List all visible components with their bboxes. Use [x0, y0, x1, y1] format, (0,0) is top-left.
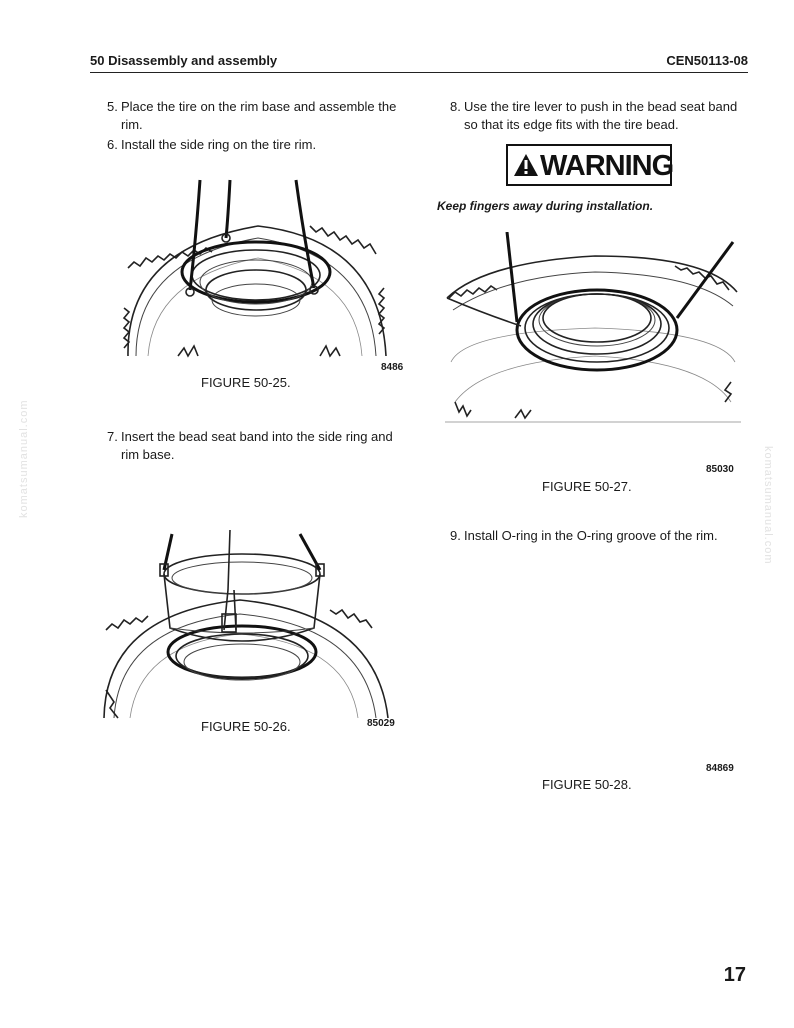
step-5 — [107, 98, 407, 138]
step-7 — [107, 428, 407, 468]
warning-text: Keep fingers away during installation. — [437, 199, 654, 213]
figure-code: 85029 — [367, 718, 395, 729]
watermark-left: komatsumanual.com — [18, 399, 30, 518]
step-number: 9. — [450, 528, 461, 543]
step-6 — [107, 136, 407, 156]
step-9 — [450, 527, 750, 547]
step-number: 6. — [107, 137, 118, 152]
page-number: 17 — [723, 964, 746, 986]
step-number: 8. — [450, 99, 461, 114]
warning-box — [506, 144, 672, 186]
figure-50-27-illustration — [445, 232, 743, 426]
watermark-right: komatsumanual.com — [762, 446, 774, 565]
document-code: CEN50113-08 — [666, 53, 748, 68]
step-text: Use the tire lever to push in the bead seat band so that its edge fits with the tire bead. — [464, 99, 738, 132]
figure-code: 85030 — [706, 464, 734, 475]
figure-50-26-illustration — [100, 530, 400, 720]
header-rule — [90, 72, 748, 73]
figure-code: 8486 — [381, 362, 404, 373]
step-8 — [450, 98, 750, 138]
warning-triangle-icon — [513, 153, 539, 177]
figure-caption: FIGURE 50-27. — [542, 479, 632, 494]
step-text: Install O-ring in the O-ring groove of the rim. — [464, 528, 718, 543]
step-text: Install the side ring on the tire rim. — [121, 137, 317, 152]
figure-caption: FIGURE 50-28. — [542, 777, 632, 792]
step-text: Place the tire on the rim base and assemble the rim. — [121, 99, 397, 132]
section-title: 50 Disassembly and assembly — [90, 53, 278, 68]
step-number: 5. — [107, 99, 118, 114]
figure-50-25-illustration — [118, 178, 390, 366]
figure-caption: FIGURE 50-25. — [201, 375, 291, 390]
figure-code: 84869 — [706, 763, 734, 774]
figure-caption: FIGURE 50-26. — [201, 719, 291, 734]
warning-label: WARNING — [540, 150, 674, 182]
step-text: Insert the bead seat band into the side ring and rim base. — [121, 429, 393, 462]
step-number: 7. — [107, 429, 118, 444]
